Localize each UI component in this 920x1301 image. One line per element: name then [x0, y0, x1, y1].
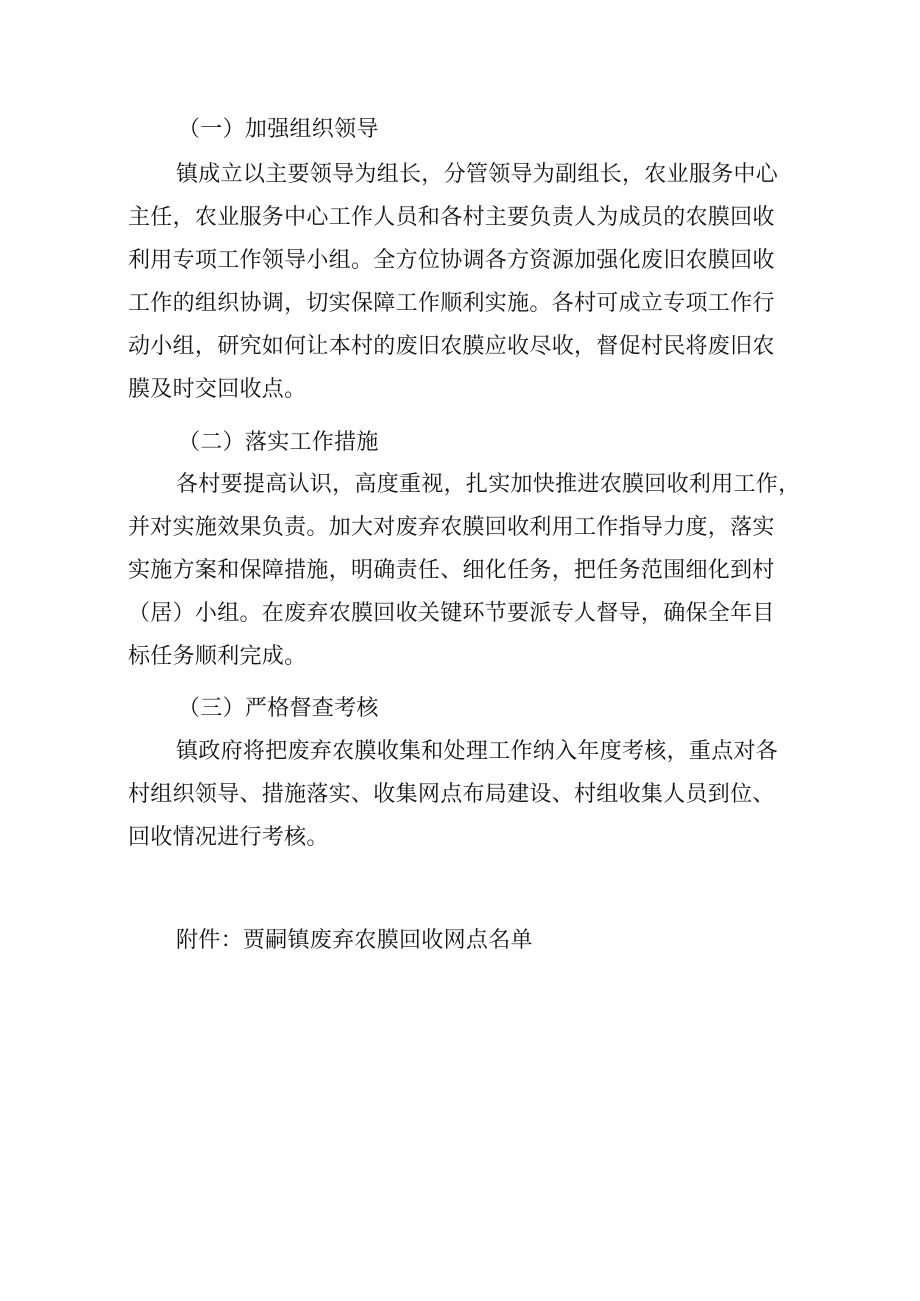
- section-3-line-2: 村组织领导、措施落实、收集网点布局建设、村组收集人员到位、: [128, 782, 775, 807]
- section-2-line-2: 并对实施效果负责。加大对废弃农膜回收利用工作指导力度，落实: [128, 515, 775, 540]
- section-1-line-1: 镇成立以主要领导为组长，分管领导为副组长，农业服务中心: [176, 162, 779, 187]
- section-3-line-1: 镇政府将把废弃农膜收集和处理工作纳入年度考核，重点对各: [176, 739, 779, 764]
- section-2-line-5: 标任务顺利完成。: [128, 644, 307, 669]
- section-1-heading: （一）加强组织领导: [178, 117, 379, 142]
- section-1-line-4: 工作的组织协调，切实保障工作顺利实施。各村可成立专项工作行: [128, 291, 775, 316]
- section-2-line-3: 实施方案和保障措施，明确责任、细化任务，把任务范围细化到村: [128, 558, 775, 583]
- section-2-heading: （二）落实工作措施: [178, 430, 379, 455]
- section-2-line-1: 各村要提高认识，高度重视，扎实加快推进农膜回收利用工作，: [176, 472, 801, 497]
- section-1-line-5: 动小组，研究如何让本村的废旧农膜应收尽收，督促村民将废旧农: [128, 334, 775, 359]
- section-1-line-6: 膜及时交回收点。: [128, 377, 307, 402]
- section-1-line-3: 利用专项工作领导小组。全方位协调各方资源加强化废旧农膜回收: [128, 248, 775, 273]
- section-3-heading: （三）严格督查考核: [178, 696, 379, 721]
- section-2-line-4: （居）小组。在废弃农膜回收关键环节要派专人督导，确保全年目: [128, 601, 775, 626]
- attachment-note: 附件：贾嗣镇废弃农膜回收网点名单: [176, 928, 533, 953]
- section-1-line-2: 主任，农业服务中心工作人员和各村主要负责人为成员的农膜回收: [128, 205, 775, 230]
- section-3-line-3: 回收情况进行考核。: [128, 825, 329, 850]
